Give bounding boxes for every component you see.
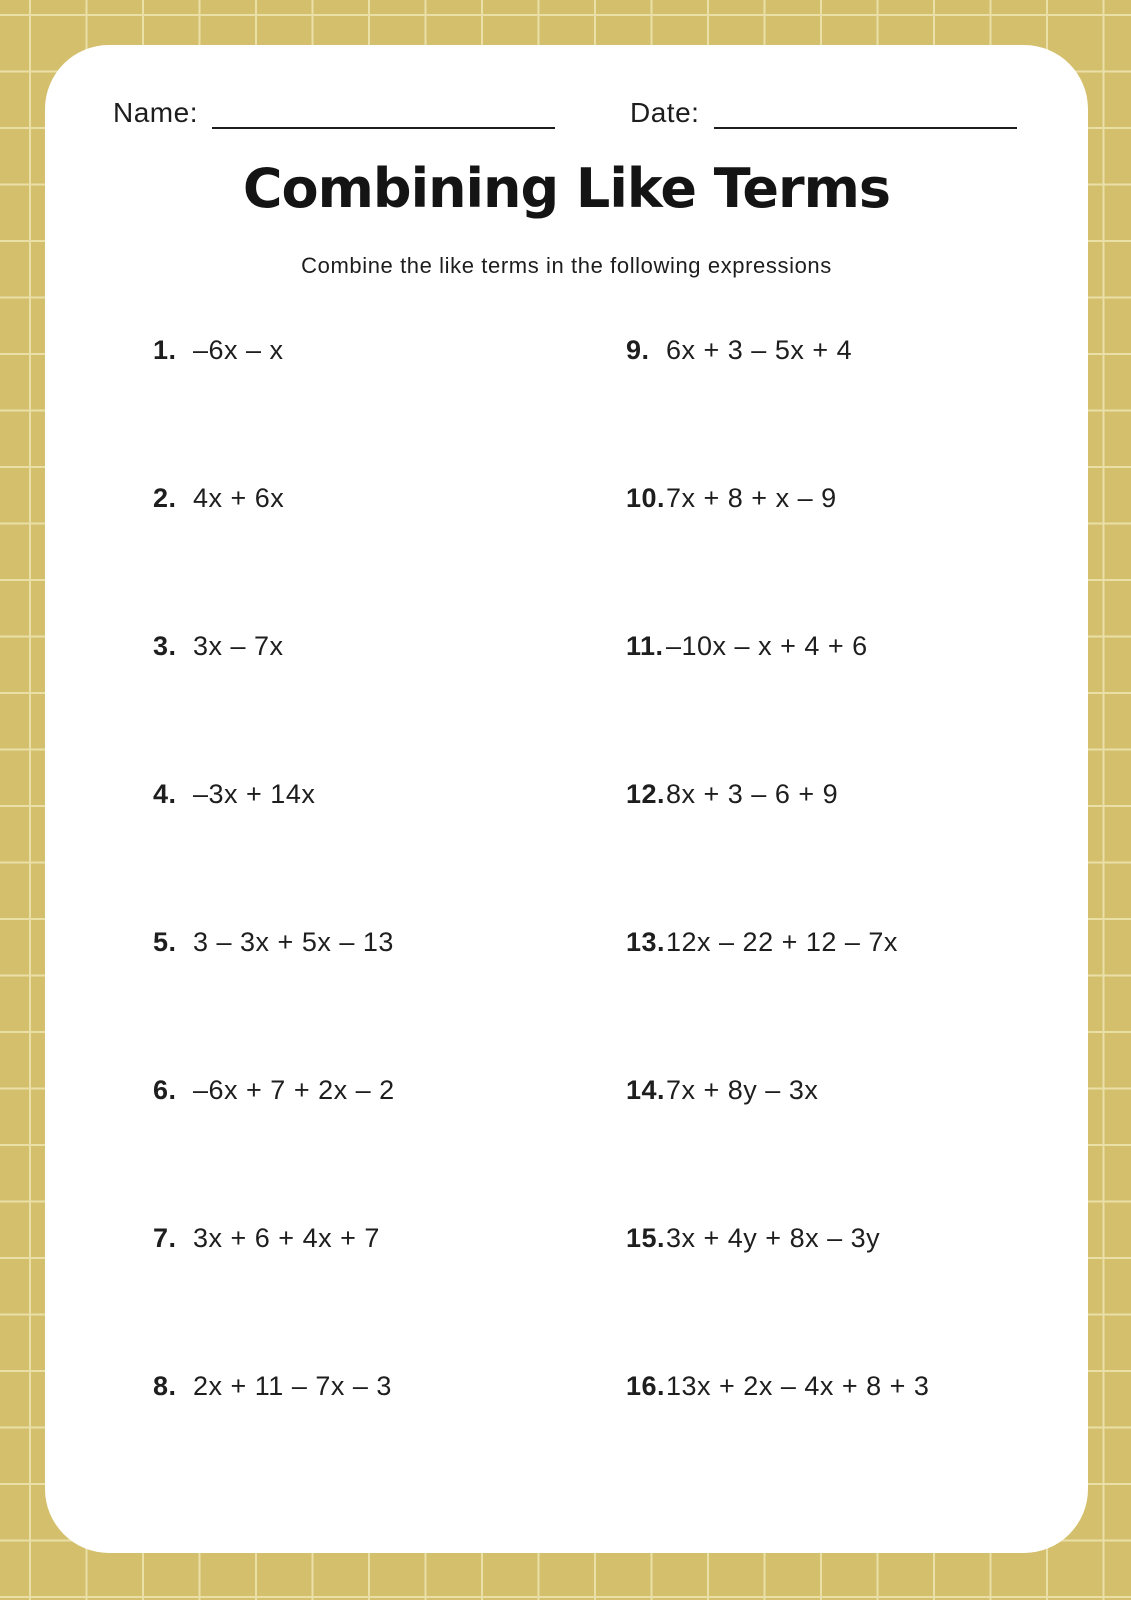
date-label: Date: [630, 97, 700, 128]
problem-number: 6. [153, 1075, 177, 1105]
problem-expression: 7x + 8 + x – 9 [666, 483, 837, 513]
problem-expression: 6x + 3 – 5x + 4 [666, 335, 853, 365]
name-label: Name: [113, 97, 198, 128]
problem-11 [626, 631, 1099, 779]
problem-expression: 3 – 3x + 5x – 13 [193, 927, 394, 957]
problem-expression: –6x + 7 + 2x – 2 [193, 1075, 395, 1105]
problem-expression: 3x + 4y + 8x – 3y [666, 1223, 881, 1253]
problem-expression: –3x + 14x [193, 779, 316, 809]
problem-expression: 2x + 11 – 7x – 3 [193, 1371, 392, 1401]
date-blank-line [714, 99, 1017, 129]
problem-4 [153, 779, 626, 927]
problem-number: 16. [626, 1371, 666, 1401]
name-blank-line [212, 99, 555, 129]
problem-5 [153, 927, 626, 1075]
problem-7 [153, 1223, 626, 1371]
page-subtitle: Combine the like terms in the following expressions [301, 253, 832, 278]
problem-number: 15. [626, 1223, 666, 1253]
problem-16 [626, 1371, 1099, 1519]
problem-expression: 4x + 6x [193, 483, 285, 513]
problem-expression: 13x + 2x – 4x + 8 + 3 [666, 1371, 930, 1401]
problem-expression: –6x – x [193, 335, 284, 365]
problem-expression: 8x + 3 – 6 + 9 [666, 779, 839, 809]
problem-number: 7. [153, 1223, 177, 1253]
worksheet-card [45, 45, 1088, 1553]
problem-10 [626, 483, 1099, 631]
problem-number: 2. [153, 483, 177, 513]
date-field [630, 97, 1017, 129]
problem-expression: 3x + 6 + 4x + 7 [193, 1223, 380, 1253]
problem-3 [153, 631, 626, 779]
problem-expression: 7x + 8y – 3x [666, 1075, 819, 1105]
problem-8 [153, 1371, 626, 1519]
problem-6 [153, 1075, 626, 1223]
problem-14 [626, 1075, 1099, 1223]
problem-number: 10. [626, 483, 666, 513]
problem-12 [626, 779, 1099, 927]
problem-number: 8. [153, 1371, 177, 1401]
problem-number: 3. [153, 631, 177, 661]
problem-1 [153, 335, 626, 483]
problem-expression: –10x – x + 4 + 6 [666, 631, 868, 661]
problems-grid [153, 335, 1099, 1519]
problem-number: 9. [626, 335, 650, 365]
problem-number: 13. [626, 927, 666, 957]
problem-number: 4. [153, 779, 177, 809]
problem-9 [626, 335, 1099, 483]
problem-number: 12. [626, 779, 666, 809]
name-field [113, 97, 555, 129]
problem-number: 5. [153, 927, 177, 957]
problem-15 [626, 1223, 1099, 1371]
problem-number: 1. [153, 335, 177, 365]
problem-expression: 12x – 22 + 12 – 7x [666, 927, 898, 957]
problem-number: 11. [626, 631, 664, 661]
problem-number: 14. [626, 1075, 666, 1105]
problem-2 [153, 483, 626, 631]
problem-expression: 3x – 7x [193, 631, 284, 661]
page-title: Combining Like Terms [242, 157, 891, 220]
problem-13 [626, 927, 1099, 1075]
